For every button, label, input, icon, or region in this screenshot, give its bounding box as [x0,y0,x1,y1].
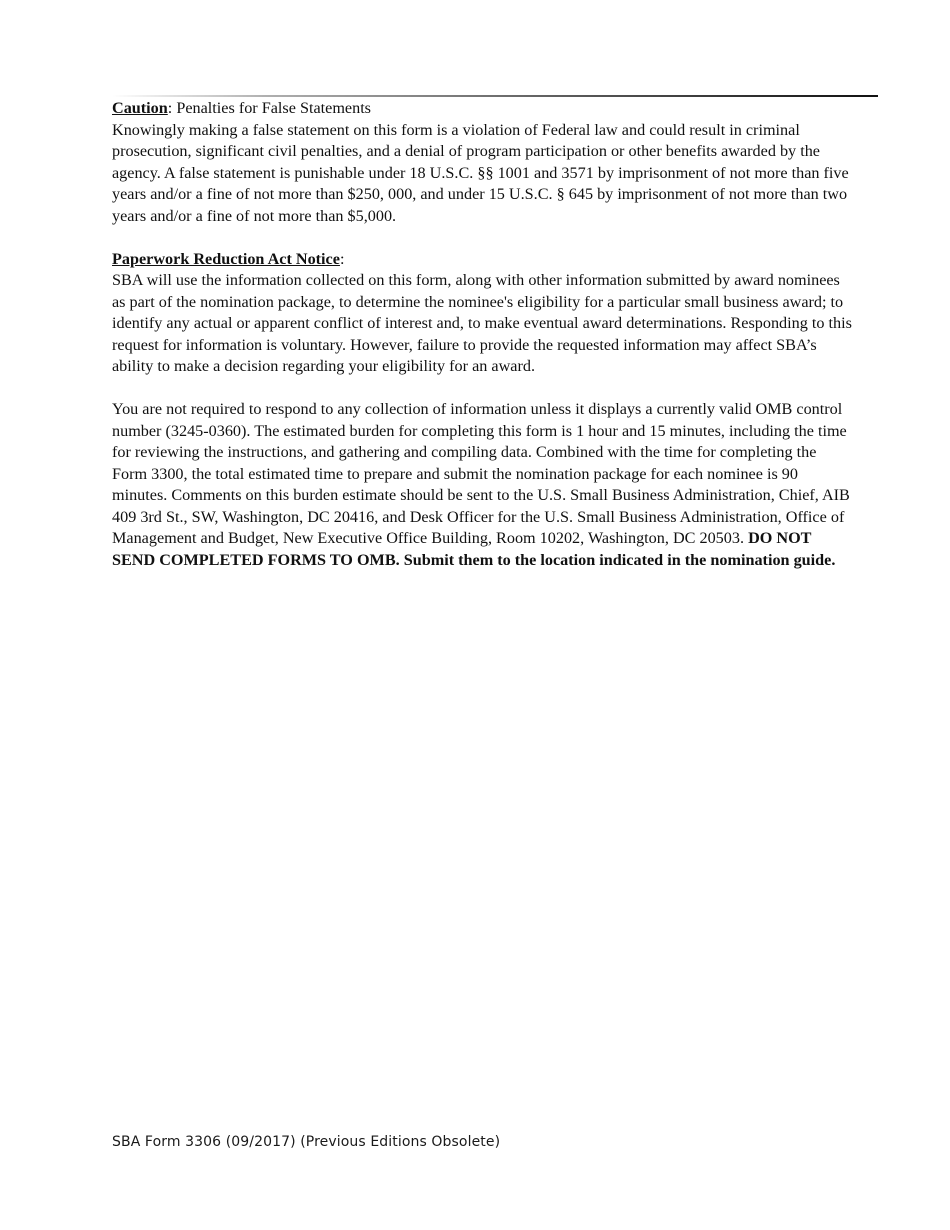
burden-text: You are not required to respond to any collection of information unless it displays a currently valid OMB control number (3245-0360). The estimated burden for completing this form is 1 hour and 15 minutes, including the time for reviewing the instructions, and gathering and compiling data. Combined with the time for completing the Form 3300, the total estimated time to prepare and submit the nomination package for each nominee is 90 minutes. Comments on this burden estimate should be sent to the U.S. Small Business Administration, Chief, AIB 409 3rd St., SW, Washington, DC 20416, and Desk Officer for the U.S. Small Business Administration, Office of Management and Budget, New Executive Office Building, Room 10202, Washington, DC 20503. [112,400,850,547]
form-footer: SBA Form 3306 (09/2017) (Previous Editions Obsolete) [112,1134,501,1150]
paperwork-paragraph: SBA will use the information collected on this form, along with other information submitted by award nominees as part of the nomination package, to determine the nominee's eligibility for a particular small business award; to identify any actual or apparent conflict of interest and, to make eventual award determinations. Responding to this request for information is voluntary. However, failure to provide the requested information may affect SBA’s ability to make a decision regarding your eligibility for an award. [112,271,852,375]
section-spacer [112,227,852,249]
caution-label: Caution [112,99,168,117]
caution-label-suffix: : Penalties for False Statements [167,99,371,117]
caution-paragraph: Knowingly making a false statement on this form is a violation of Federal law and could result in criminal prosecution, significant civil penalties, and a denial of program participation or other benefits awarded by the agency. A false statement is punishable under 18 U.S.C. §§ 1001 and 3571 by imprisonment of not more than five years and/or a fine of not more than $250, 000, and under 15 U.S.C. § 645 by imprisonment of not more than two years and/or a fine of not more than $5,000. [112,120,849,225]
document-body [112,98,852,571]
burden-paragraph [112,399,852,571]
caution-heading [112,98,852,120]
paperwork-label: Paperwork Reduction Act Notice [112,249,340,268]
paperwork-label-suffix: : [339,249,345,268]
paperwork-heading [112,249,852,271]
top-rule-divider [112,95,878,97]
section-spacer [112,378,852,400]
omb-notice: DO NOT SEND COMPLETED FORMS TO OMB. Submit them to the location indicated in the nomination guide. [112,529,836,569]
